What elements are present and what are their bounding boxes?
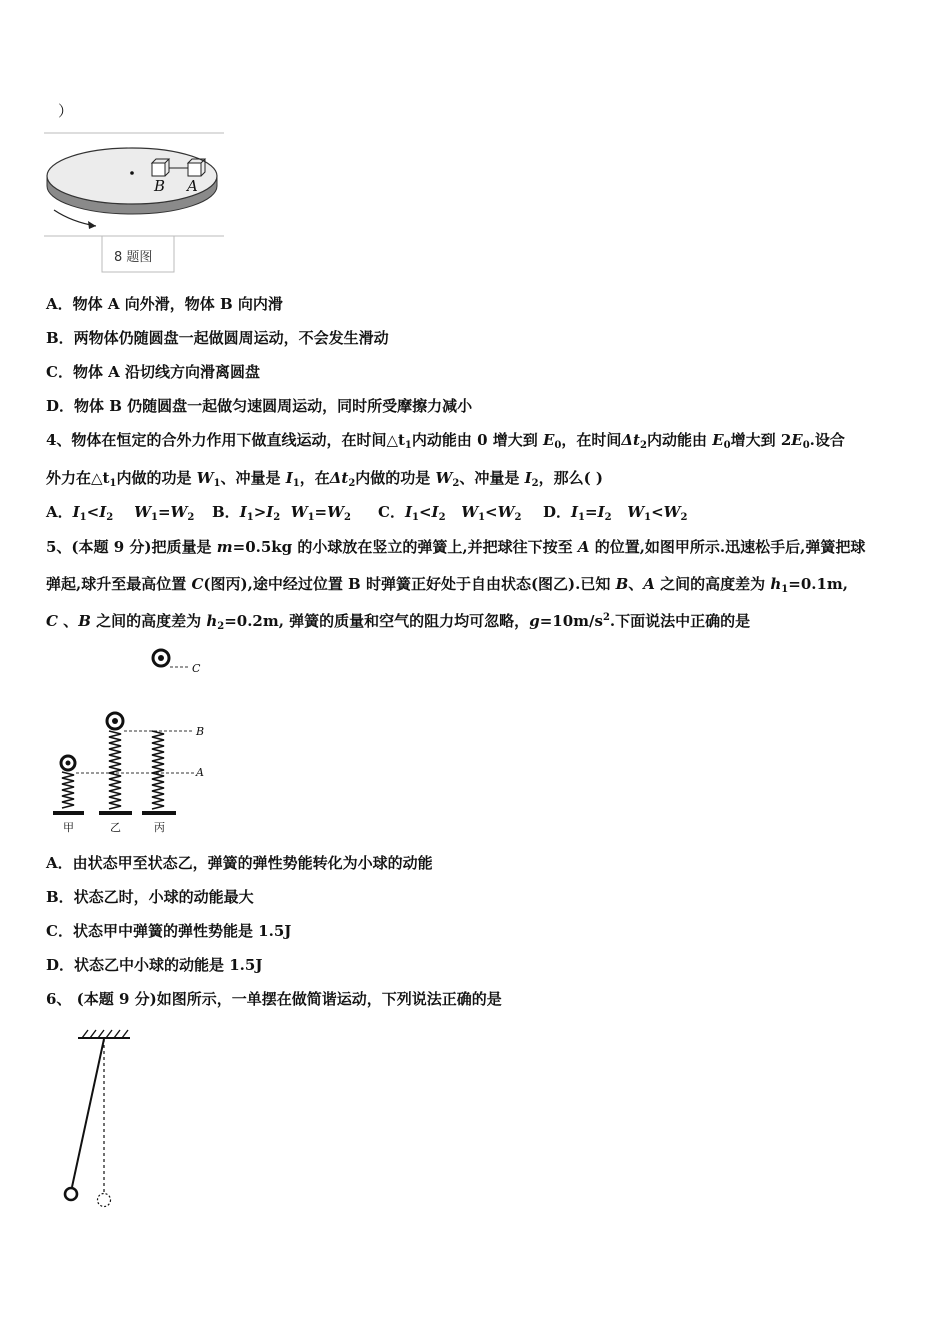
q4-stem-line2: 外力在$\triangle t_1$内做的功是 $W_1$、冲量是 $I_1$，在$\Delta t_2$内做的功是 $W_2$、冲量是 $I_2$，那么( ) — [46, 469, 604, 489]
label-level-b: B — [196, 725, 205, 738]
ball-state-c — [153, 650, 169, 666]
q5-option-a: A．由状态甲至状态乙，弹簧的弹性势能转化为小球的动能 — [46, 854, 433, 872]
q5-stem-line2: 弹起,球升至最高位置 C(图丙),途中经过位置 B 时弹簧正好处于自由状态(图乙).已知 B、A 之间的高度差为 $h_1=0.1m$, — [46, 575, 849, 595]
leftover-paren: ） — [58, 102, 74, 120]
label-level-c: C — [192, 662, 201, 675]
q5-option-b: B．状态乙时，小球的动能最大 — [46, 888, 254, 906]
spring-state-jia — [53, 756, 84, 815]
figure-spring-states — [44, 644, 224, 840]
figure-8-disk — [44, 130, 226, 276]
label-b: B — [154, 177, 166, 195]
q3-option-d: D．物体 B 仍随圆盘一起做匀速圆周运动，同时所受摩擦力减小 — [46, 397, 473, 415]
label-level-a: A — [196, 766, 204, 779]
disk-center-dot — [130, 171, 134, 175]
figure-8-caption: 8 题图 — [114, 250, 153, 265]
ceiling-hatch — [82, 1030, 128, 1038]
q5-stem-line3: C 、B 之间的高度差为 $h_2=0.2m$, 弹簧的质量和空气的阻力均可忽略，$g=10m/s^2$.下面说法中正确的是 — [46, 612, 751, 632]
q4-option-c: C．$I_1<I_2$ $W_1<W_2$ — [378, 503, 522, 523]
q6-stem: 6、 (本题 9 分)如图所示，一单摆在做简谐运动，下列说法正确的是 — [46, 990, 502, 1008]
pendulum-bob — [65, 1188, 77, 1200]
pendulum-string — [72, 1039, 104, 1187]
caption-bing: 丙 — [154, 821, 165, 834]
caption-yi: 乙 — [110, 821, 121, 834]
equilibrium-bob — [98, 1194, 111, 1207]
q5-option-d: D．状态乙中小球的动能是 1.5J — [46, 956, 263, 974]
q3-option-b: B．两物体仍随圆盘一起做圆周运动，不会发生滑动 — [46, 329, 389, 347]
q3-option-a: A．物体 A 向外滑，物体 B 向内滑 — [46, 295, 283, 313]
q5-stem-line1: 5、(本题 9 分)把质量是 m=0.5kg 的小球放在竖立的弹簧上,并把球往下按至 A 的位置,如图甲所示.迅速松手后,弹簧把球 — [46, 538, 866, 556]
spring-state-yi — [99, 713, 132, 815]
rotation-arrowhead — [88, 221, 96, 229]
q3-option-c: C．物体 A 沿切线方向滑离圆盘 — [46, 363, 261, 381]
q4-option-d: D．$I_1=I_2$ $W_1<W_2$ — [543, 503, 688, 523]
q4-stem-line1: 4、物体在恒定的合外力作用下做直线运动，在时间$\triangle t_1$内动能由 0 增大到 $E_0$，在时间$\Delta t_2$内动能由 $E_0$增大到 $2E_0$.设合 — [46, 431, 845, 451]
q4-option-a: A．$I_1<I_2$ $W_1=W_2$ — [46, 503, 195, 523]
figure-pendulum — [56, 1024, 146, 1214]
q5-option-c: C．状态甲中弹簧的弹性势能是 1.5J — [46, 922, 292, 940]
q4-option-b: B．$I_1>I_2$ $W_1=W_2$ — [212, 503, 351, 523]
label-a: A — [187, 177, 198, 195]
caption-jia: 甲 — [63, 821, 74, 834]
